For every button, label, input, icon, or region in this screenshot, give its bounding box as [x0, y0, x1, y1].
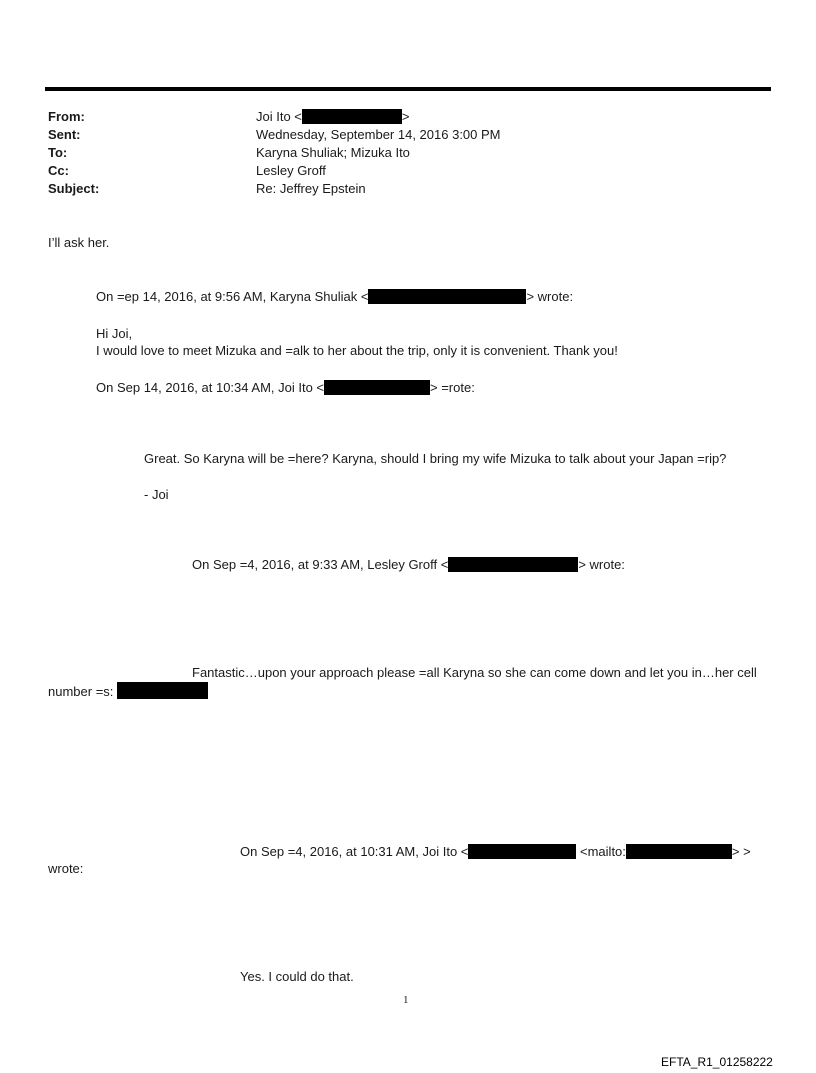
reply-text: I’ll ask her. [48, 235, 110, 250]
quote3-text-continued [48, 682, 208, 701]
quote4-intro-end: > > [731, 844, 751, 859]
quote2-intro-end: > =rote: [430, 380, 475, 395]
quote2-signature: - Joi [144, 487, 169, 502]
document-id: EFTA_R1_01258222 [661, 1055, 773, 1069]
quote4-intro [240, 843, 751, 861]
quote4-mailto: <mailto: [580, 844, 626, 859]
redaction-block [468, 844, 576, 859]
subject-label: Subject: [48, 181, 100, 196]
redaction-block [448, 557, 578, 572]
quote1-intro-end: > wrote: [526, 289, 574, 304]
quote3-intro-end: > wrote: [578, 557, 625, 572]
redaction-block [626, 844, 732, 859]
quote3-intro-text: On Sep =4, 2016, at 9:33 AM, Lesley Groff < [192, 557, 449, 572]
quote4-wrote: wrote: [48, 861, 84, 876]
quote1-intro-text: On =ep 14, 2016, at 9:56 AM, Karyna Shuliak < [96, 289, 369, 304]
quote3-intro [192, 556, 625, 574]
header-rule [45, 87, 771, 91]
from-label: From: [48, 109, 85, 124]
quote3-text: Fantastic…upon your approach please =all Karyna so she can come down and let you in…her cell [192, 665, 757, 680]
subject-value: Re: Jeffrey Epstein [256, 181, 366, 196]
redaction-block [302, 109, 402, 124]
from-name: Joi Ito < [256, 109, 302, 124]
quote1-intro [96, 288, 573, 306]
quote4-text: Yes. I could do that. [240, 969, 354, 984]
redaction-block [368, 289, 526, 304]
redaction-block [324, 380, 430, 395]
quote1-greeting: Hi Joi, [96, 326, 133, 341]
cc-label: Cc: [48, 163, 69, 178]
to-value: Karyna Shuliak; Mizuka Ito [256, 145, 410, 160]
cc-value: Lesley Groff [256, 163, 326, 178]
to-label: To: [48, 145, 68, 160]
redaction-block [117, 682, 208, 699]
from-value [256, 108, 409, 126]
sent-label: Sent: [48, 127, 81, 142]
quote1-text: I would love to meet Mizuka and =alk to her about the trip, only it is convenient. Thank you! [96, 343, 618, 358]
page-number: 1 [403, 994, 409, 1006]
quote2-intro-text: On Sep 14, 2016, at 10:34 AM, Joi Ito < [96, 380, 325, 395]
from-close: > [401, 109, 410, 124]
quote4-intro-text: On Sep =4, 2016, at 10:31 AM, Joi Ito < [240, 844, 469, 859]
quote2-text: Great. So Karyna will be =here? Karyna, should I bring my wife Mizuka to talk about your Japan =rip? [144, 451, 727, 466]
quote3-number-label: number =s: [48, 684, 114, 699]
sent-value: Wednesday, September 14, 2016 3:00 PM [256, 127, 501, 142]
quote2-intro [96, 379, 475, 397]
